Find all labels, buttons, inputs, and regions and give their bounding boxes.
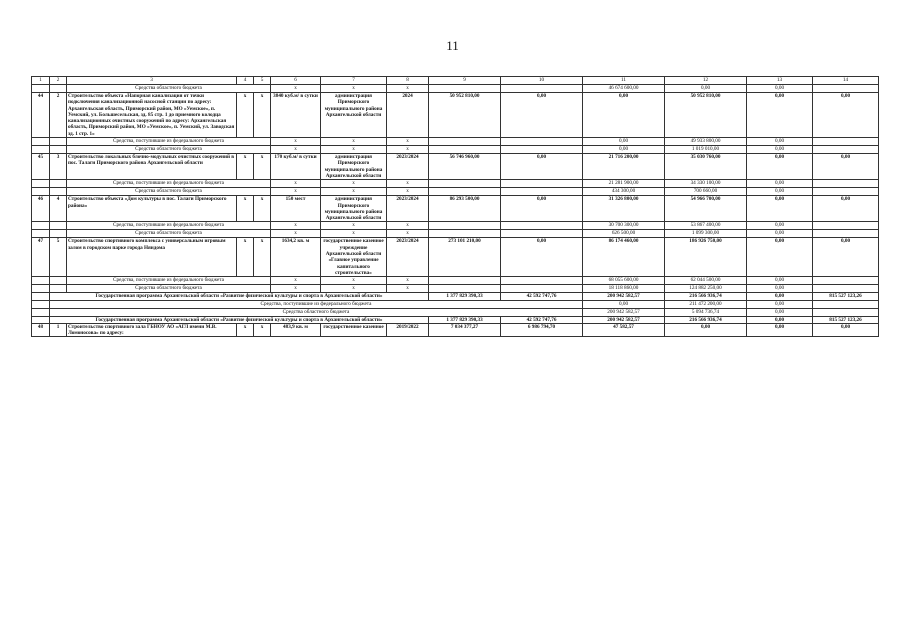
col-7-cell: x (321, 180, 387, 188)
header-col-9: 9 (429, 77, 501, 85)
col-12-cell: 49 933 800,00 (665, 138, 747, 146)
col-2-cell (50, 180, 67, 188)
col-7-cell: x (321, 138, 387, 146)
funding-source-label: Средства, поступившие из федерального бюджета (67, 138, 271, 146)
col-8-cell: x (387, 285, 429, 293)
col-2-cell (50, 138, 67, 146)
col-10-cell (501, 222, 583, 230)
col-6-cell: x (271, 230, 321, 238)
customer-cell: администрация Приморского муниципального района Архангельской области (321, 93, 387, 138)
col-12-cell: 34 330 100,00 (665, 180, 747, 188)
col-11-cell: 200 942 582,57 (583, 293, 665, 300)
capacity-cell: 483,9 кв. м (271, 323, 321, 337)
col-14-cell (813, 308, 879, 316)
funding-source-label: Средства, поступившие из федерального бюджета (67, 222, 271, 230)
col-2-cell (50, 222, 67, 230)
col-1-cell (32, 230, 50, 238)
col-14-cell: 0,00 (813, 238, 879, 277)
col-6-cell: x (271, 222, 321, 230)
table-row (32, 93, 879, 138)
col-4-cell: x (237, 154, 254, 180)
col-1-cell (32, 138, 50, 146)
col-14-cell: 0,00 (813, 154, 879, 180)
col-1-cell (32, 316, 50, 323)
col-7-cell: x (321, 222, 387, 230)
col-11-cell: 47 582,57 (583, 323, 665, 337)
col-13-cell: 0,00 (747, 188, 813, 196)
col-13-cell: 0,00 (747, 285, 813, 293)
col-10-cell (501, 85, 583, 93)
header-col-4: 4 (237, 77, 254, 85)
col-7-cell: x (321, 277, 387, 285)
col-12-cell: 1 019 010,00 (665, 146, 747, 154)
header-col-1: 1 (32, 77, 50, 85)
col-6-cell: x (271, 146, 321, 154)
program-title: Государственная программа Архангельской области «Развитие физической культуры и спорта в Архангельской области» (50, 316, 429, 323)
col-14-cell (813, 180, 879, 188)
funding-source-label: Средства областного бюджета (67, 230, 271, 238)
col-12-cell: 216 566 936,74 (665, 316, 747, 323)
sub-number: 1 (50, 323, 67, 337)
col-7-cell: x (321, 230, 387, 238)
row-number: 48 (32, 323, 50, 337)
col-1-cell (32, 308, 50, 316)
col-9-cell (429, 277, 501, 285)
table-row (32, 323, 879, 337)
col-13-cell: 0,00 (747, 323, 813, 337)
customer-cell: государственное казенное (321, 323, 387, 337)
col-2-cell (50, 188, 67, 196)
object-name: Строительство локальных блочно-модульных очистных сооружений в пос. Талаги Приморского района Архангельской области (67, 154, 237, 180)
program-funding-row (32, 300, 879, 308)
col-6-cell: x (271, 180, 321, 188)
col-5-cell: x (254, 238, 271, 277)
col-11-cell: 21 716 200,00 (583, 154, 665, 180)
col-14-cell (813, 300, 879, 308)
funding-row (32, 222, 879, 230)
col-13-cell: 0,00 (747, 146, 813, 154)
col-7-cell: x (321, 188, 387, 196)
period-cell: 2024 (387, 93, 429, 138)
col-6-cell: x (271, 85, 321, 93)
col-1-cell (32, 146, 50, 154)
col-8-cell: x (387, 188, 429, 196)
col-8-cell: x (387, 222, 429, 230)
col-10-cell: 0,00 (501, 238, 583, 277)
funding-source-label: Средства, поступившие из федерального бюджета (50, 300, 583, 308)
col-13-cell: 0,00 (747, 277, 813, 285)
period-cell: 2023/2024 (387, 154, 429, 180)
col-12-cell: 54 966 700,00 (665, 196, 747, 222)
col-4-cell: x (237, 323, 254, 337)
col-13-cell: 0,00 (747, 238, 813, 277)
capacity-cell: 3840 куб.м/ в сутки (271, 93, 321, 138)
col-7-cell: x (321, 285, 387, 293)
funding-source-label: Средства областного бюджета (67, 188, 271, 196)
col-8-cell: x (387, 85, 429, 93)
col-9-cell: 1 377 829 390,33 (429, 293, 501, 300)
col-8-cell: x (387, 277, 429, 285)
col-10-cell: 0,00 (501, 93, 583, 138)
col-13-cell: 0,00 (747, 93, 813, 138)
total-cost-cell: 273 101 210,00 (429, 238, 501, 277)
col-11-cell: 434 300,00 (583, 188, 665, 196)
col-13-cell: 0,00 (747, 308, 813, 316)
col-1-cell (32, 180, 50, 188)
row-number: 45 (32, 154, 50, 180)
table-row (32, 238, 879, 277)
sub-number: 4 (50, 196, 67, 222)
col-12-cell: 0,00 (665, 85, 747, 93)
col-13-cell: 0,00 (747, 293, 813, 300)
col-7-cell: x (321, 146, 387, 154)
funding-row (32, 277, 879, 285)
table-row (32, 196, 879, 222)
col-6-cell: x (271, 285, 321, 293)
col-12-cell: 124 882 250,00 (665, 285, 747, 293)
col-2-cell (50, 285, 67, 293)
capacity-cell: 150 мест (271, 196, 321, 222)
table-row (32, 154, 879, 180)
col-13-cell: 0,00 (747, 316, 813, 323)
funding-row (32, 138, 879, 146)
col-2-cell (50, 230, 67, 238)
header-col-14: 14 (813, 77, 879, 85)
col-4-cell: x (237, 196, 254, 222)
col-6-cell: x (271, 188, 321, 196)
col-14-cell (813, 138, 879, 146)
col-12-cell: 35 030 760,00 (665, 154, 747, 180)
funding-row (32, 188, 879, 196)
object-name: Строительство спортивного зала ГБНОУ АО «АГЛ имени М.В. Ломоносова» по адресу: (67, 323, 237, 337)
col-11-cell: 200 942 582,57 (583, 316, 665, 323)
funding-row (32, 146, 879, 154)
col-5-cell: x (254, 196, 271, 222)
funding-source-label: Средства областного бюджета (67, 285, 271, 293)
col-14-cell: 0,00 (813, 323, 879, 337)
header-col-13: 13 (747, 77, 813, 85)
object-name: Строительство спортивного комплекса с универсальным игровым залом в городском парке города Няндома (67, 238, 237, 277)
col-11-cell: 18 118 860,00 (583, 285, 665, 293)
period-cell: 2023/2024 (387, 196, 429, 222)
col-1-cell (32, 85, 50, 93)
col-1-cell (32, 300, 50, 308)
col-14-cell (813, 146, 879, 154)
col-14-cell: 815 527 123,26 (813, 293, 879, 300)
col-13-cell: 0,00 (747, 230, 813, 238)
col-5-cell: x (254, 323, 271, 337)
col-10-cell (501, 230, 583, 238)
col-9-cell (429, 85, 501, 93)
col-14-cell (813, 222, 879, 230)
col-14-cell (813, 230, 879, 238)
col-11-cell: 30 700 300,00 (583, 222, 665, 230)
col-13-cell: 0,00 (747, 154, 813, 180)
header-col-6: 6 (271, 77, 321, 85)
col-13-cell: 0,00 (747, 300, 813, 308)
col-4-cell: x (237, 93, 254, 138)
col-12-cell: 211 472 200,00 (665, 300, 747, 308)
col-13-cell: 0,00 (747, 222, 813, 230)
col-14-cell: 0,00 (813, 196, 879, 222)
col-1-cell (32, 222, 50, 230)
col-12-cell: 5 094 736,74 (665, 308, 747, 316)
header-col-2: 2 (50, 77, 67, 85)
col-8-cell: x (387, 230, 429, 238)
col-9-cell (429, 138, 501, 146)
sub-number: 2 (50, 93, 67, 138)
funding-source-label: Средства, поступившие из федерального бюджета (67, 277, 271, 285)
col-1-cell (32, 293, 50, 300)
col-5-cell: x (254, 93, 271, 138)
col-14-cell (813, 277, 879, 285)
col-9-cell (429, 230, 501, 238)
page-number: 11 (446, 38, 459, 53)
col-2-cell (50, 146, 67, 154)
capacity-cell: 170 куб.м/ в сутки (271, 154, 321, 180)
col-9-cell (429, 180, 501, 188)
col-2-cell (50, 277, 67, 285)
customer-cell: государственное казенное учреждение Архангельской области «Главное управление капитального строительства» (321, 238, 387, 277)
col-10-cell: 6 986 794,70 (501, 323, 583, 337)
row-number: 44 (32, 93, 50, 138)
period-cell: 2019/2022 (387, 323, 429, 337)
col-13-cell: 0,00 (747, 85, 813, 93)
object-name: Строительство объекта «Дом культуры в пос. Талаги Приморского района» (67, 196, 237, 222)
col-14-cell (813, 285, 879, 293)
object-name: Строительство объекта «Напорная канализация от точки подключения канализационной насосной станции по адресу: Архангельская область, Приморский район, МО «Уемское», п. Уемский, ул. Большесельская, зд. 85 стр. 1 до приемного колодца канализационных очистных сооружений по адресу: Архангельская область, Приморский район, МО «Уемское», п. Уемский, ул. Заводская зд. 1 стр. 1» (67, 93, 237, 138)
col-12-cell: 0,00 (665, 323, 747, 337)
col-8-cell: x (387, 146, 429, 154)
col-12-cell: 700 660,00 (665, 188, 747, 196)
funding-source-label: Средства областного бюджета (67, 146, 271, 154)
header-col-12: 12 (665, 77, 747, 85)
capacity-cell: 1634,2 кв. м (271, 238, 321, 277)
col-14-cell (813, 188, 879, 196)
header-col-10: 10 (501, 77, 583, 85)
col-11-cell: 0,00 (583, 138, 665, 146)
col-1-cell (32, 285, 50, 293)
header-row (32, 77, 879, 85)
col-9-cell: 1 377 829 390,33 (429, 316, 501, 323)
row-number: 47 (32, 238, 50, 277)
col-10-cell: 42 592 747,76 (501, 293, 583, 300)
total-cost-cell: 50 952 810,00 (429, 93, 501, 138)
col-11-cell: 200 942 582,57 (583, 308, 665, 316)
col-7-cell: x (321, 85, 387, 93)
col-1-cell (32, 277, 50, 285)
sub-number: 3 (50, 154, 67, 180)
col-14-cell (813, 85, 879, 93)
col-8-cell: x (387, 138, 429, 146)
col-14-cell: 815 527 123,26 (813, 316, 879, 323)
col-11-cell: 86 174 460,00 (583, 238, 665, 277)
col-12-cell: 62 044 500,00 (665, 277, 747, 285)
col-9-cell (429, 146, 501, 154)
funding-row (32, 230, 879, 238)
col-11-cell: 626 500,00 (583, 230, 665, 238)
col-9-cell (429, 188, 501, 196)
col-11-cell: 0,00 (583, 146, 665, 154)
col-2-cell (50, 85, 67, 93)
col-12-cell: 1 099 300,00 (665, 230, 747, 238)
header-col-3: 3 (67, 77, 237, 85)
col-4-cell: x (237, 238, 254, 277)
header-col-5: 5 (254, 77, 271, 85)
col-12-cell: 216 566 936,74 (665, 293, 747, 300)
col-10-cell (501, 146, 583, 154)
customer-cell: администрация Приморского муниципального района Архангельской области (321, 196, 387, 222)
col-10-cell: 42 592 747,76 (501, 316, 583, 323)
col-8-cell: x (387, 180, 429, 188)
col-1-cell (32, 188, 50, 196)
col-13-cell: 0,00 (747, 196, 813, 222)
col-10-cell (501, 188, 583, 196)
total-cost-cell: 86 293 500,00 (429, 196, 501, 222)
total-cost-cell: 56 746 960,00 (429, 154, 501, 180)
budget-table (31, 76, 879, 337)
col-11-cell: 46 674 600,00 (583, 85, 665, 93)
total-cost-cell: 7 034 377,27 (429, 323, 501, 337)
col-12-cell: 53 867 400,00 (665, 222, 747, 230)
col-10-cell (501, 180, 583, 188)
col-9-cell (429, 285, 501, 293)
program-title: Государственная программа Архангельской области «Развитие физической культуры и спорта в Архангельской области» (50, 293, 429, 300)
col-12-cell: 186 926 750,00 (665, 238, 747, 277)
customer-cell: администрация Приморского муниципального района Архангельской области (321, 154, 387, 180)
period-cell: 2023/2024 (387, 238, 429, 277)
col-11-cell: 0,00 (583, 300, 665, 308)
col-11-cell: 31 326 800,00 (583, 196, 665, 222)
funding-row (32, 285, 879, 293)
program-total-row (32, 316, 879, 323)
col-11-cell: 21 281 900,00 (583, 180, 665, 188)
row-number: 46 (32, 196, 50, 222)
program-funding-row (32, 308, 879, 316)
col-10-cell (501, 285, 583, 293)
col-13-cell: 0,00 (747, 138, 813, 146)
col-10-cell (501, 138, 583, 146)
col-10-cell: 0,00 (501, 196, 583, 222)
header-col-8: 8 (387, 77, 429, 85)
col-11-cell: 68 055 600,00 (583, 277, 665, 285)
funding-source-label: Средства, поступившие из федерального бюджета (67, 180, 271, 188)
funding-row (32, 180, 879, 188)
header-col-7: 7 (321, 77, 387, 85)
program-total-row (32, 293, 879, 300)
sub-number: 5 (50, 238, 67, 277)
funding-row-top (32, 85, 879, 93)
col-12-cell: 50 952 810,00 (665, 93, 747, 138)
col-6-cell: x (271, 277, 321, 285)
col-10-cell: 0,00 (501, 154, 583, 180)
col-5-cell: x (254, 154, 271, 180)
col-6-cell: x (271, 138, 321, 146)
col-14-cell: 0,00 (813, 93, 879, 138)
col-11-cell: 0,00 (583, 93, 665, 138)
header-col-11: 11 (583, 77, 665, 85)
funding-source-label: Средства областного бюджета (50, 308, 583, 316)
funding-source-label: Средства областного бюджета (67, 85, 271, 93)
col-10-cell (501, 277, 583, 285)
col-13-cell: 0,00 (747, 180, 813, 188)
col-9-cell (429, 222, 501, 230)
